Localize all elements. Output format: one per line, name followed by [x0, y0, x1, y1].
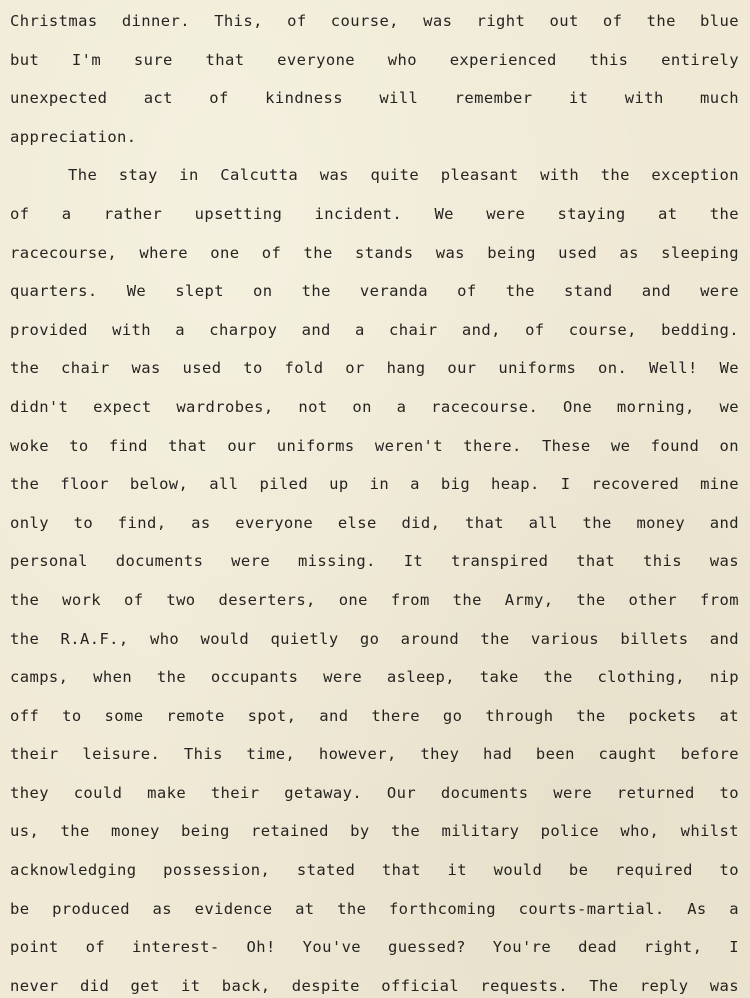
text-line: unexpected act of kindness will remember it with much	[10, 89, 739, 108]
text-line: didn't expect wardrobes, not on a racecourse. One morning, we	[10, 397, 739, 416]
text-line: acknowledging possession, stated that it would be required to	[10, 861, 739, 880]
text-line: the chair was used to fold or hang our uniforms on. Well! We	[10, 359, 739, 378]
text-line: The stay in Calcutta was quite pleasant with the exception	[68, 166, 739, 185]
text-line: be produced as evidence at the forthcoming courts-martial. As a	[10, 899, 739, 918]
text-line: only to find, as everyone else did, that all the money and	[10, 513, 739, 532]
text-line: racecourse, where one of the stands was being used as sleeping	[10, 243, 739, 262]
text-line: Christmas dinner. This, of course, was right out of the blue	[10, 12, 739, 30]
text-line: woke to find that our uniforms weren't there. These we found on	[10, 436, 739, 455]
text-line: us, the money being retained by the military police who, whilst	[10, 822, 739, 841]
text-line: they could make their getaway. Our documents were returned to	[10, 783, 739, 802]
text-line: camps, when the occupants were asleep, take the clothing, nip	[10, 668, 739, 687]
text-line: the R.A.F., who would quietly go around the various billets and	[10, 629, 739, 648]
text-line: quarters. We slept on the veranda of the stand and were	[10, 282, 739, 301]
body-text	[10, 2, 739, 998]
text-line: off to some remote spot, and there go through the pockets at	[10, 706, 739, 725]
text-line: personal documents were missing. It transpired that this was	[10, 552, 739, 571]
text-line: their leisure. This time, however, they had been caught before	[10, 745, 739, 764]
text-line: the work of two deserters, one from the Army, the other from	[10, 590, 739, 609]
text-line: the floor below, all piled up in a big heap. I recovered mine	[10, 475, 739, 494]
text-line: of a rather upsetting incident. We were staying at the	[10, 204, 739, 223]
text-line: but I'm sure that everyone who experienced this entirely	[10, 50, 739, 69]
text-line: appreciation.	[10, 127, 137, 146]
text-line: never did get it back, despite official requests. The reply was	[10, 976, 739, 995]
text-line: point of interest- Oh! You've guessed? You're dead right, I	[10, 938, 739, 957]
text-line: provided with a charpoy and a chair and, of course, bedding.	[10, 320, 739, 339]
